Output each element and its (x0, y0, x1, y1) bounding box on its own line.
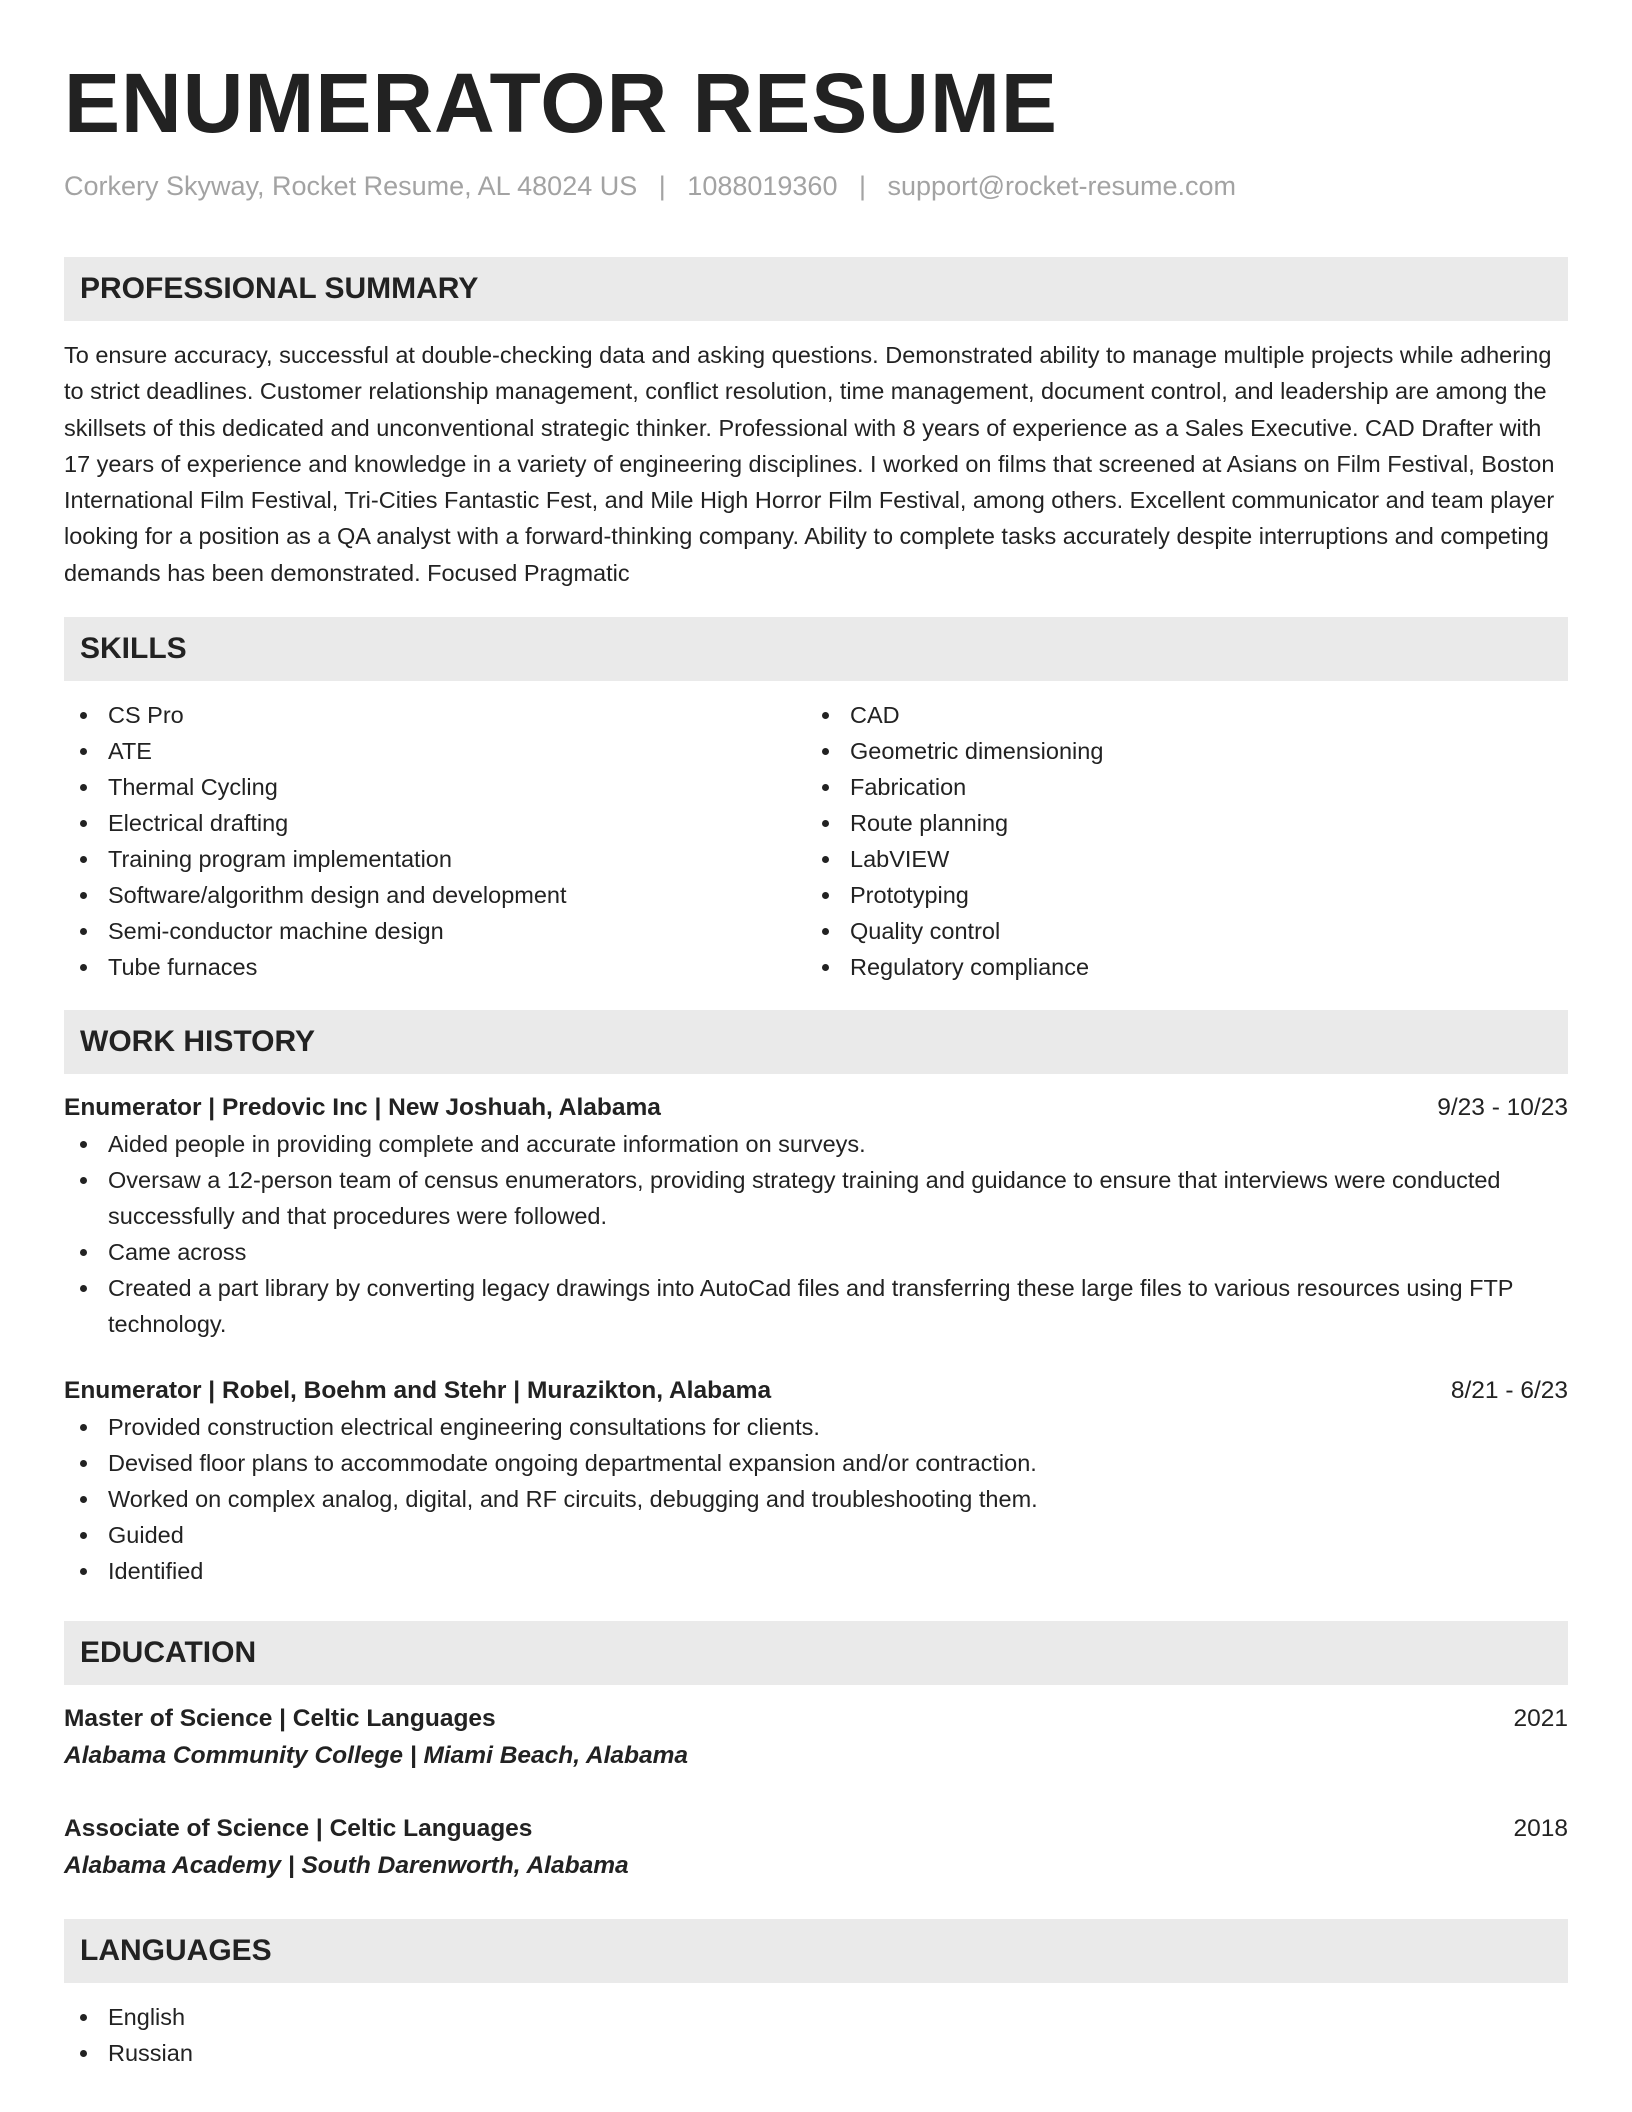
education-degree: Master of Science | Celtic Languages (64, 1705, 496, 1733)
contact-phone: 1088019360 (687, 171, 838, 201)
job-entry (64, 1373, 1568, 1589)
skill-item: Regulatory compliance (806, 949, 1548, 985)
skill-item: Training program implementation (64, 841, 806, 877)
skill-item: CAD (806, 697, 1548, 733)
job-header (64, 1373, 1568, 1409)
skill-item: Thermal Cycling (64, 769, 806, 805)
skill-item: CS Pro (64, 697, 806, 733)
section-heading-languages: LANGUAGES (64, 1919, 1568, 1983)
job-entry (64, 1090, 1568, 1342)
skill-item: Fabrication (806, 769, 1548, 805)
job-header (64, 1090, 1568, 1126)
education-school: Alabama Academy | South Darenworth, Alabama (64, 1852, 629, 1880)
job-bullet: Worked on complex analog, digital, and RF circuits, debugging and troubleshooting them. (64, 1481, 1568, 1517)
job-bullet: Oversaw a 12-person team of census enumerators, providing strategy training and guidance to ensure that interviews were conducted successfully and that procedures were followed. (64, 1162, 1568, 1234)
job-heading: Enumerator | Predovic Inc | New Joshuah, Alabama (64, 1094, 661, 1122)
education-entry (64, 1701, 1568, 1775)
skill-item: Geometric dimensioning (806, 733, 1548, 769)
skill-item: Software/algorithm design and development (64, 877, 806, 913)
section-heading-skills: SKILLS (64, 617, 1568, 681)
skill-item: ATE (64, 733, 806, 769)
job-bullet: Came across (64, 1234, 1568, 1270)
section-heading-work-history: WORK HISTORY (64, 1010, 1568, 1074)
education-entry (64, 1811, 1568, 1885)
summary-text: To ensure accuracy, successful at double-checking data and asking questions. Demonstrated ability to manage multiple projects while adhering to strict deadlines. Customer relationship management, conflict resolution, time management, document control, and leadership are among the skillsets of this dedicated and unconventional strategic thinker. Professional with 8 years of experience as a Sales Executive. CAD Drafter with 17 years of experience and knowledge in a variety of engineering disciplines. I worked on films that screened at Asians on Film Festival, Boston International Film Festival, Tri-Cities Fantastic Fest, and Mile High Horror Film Festival, among others. Excellent communicator and team player looking for a position as a QA analyst with a forward-thinking company. Ability to complete tasks accurately despite interruptions and competing demands has been demonstrated. Focused Pragmatic (64, 342, 1555, 586)
job-bullet-list (64, 1409, 1568, 1589)
language-item: English (64, 1999, 1568, 2035)
contact-email[interactable]: support@rocket-resume.com (887, 171, 1237, 201)
skill-item: Electrical drafting (64, 805, 806, 841)
contact-address: Corkery Skyway, Rocket Resume, AL 48024 US (64, 171, 638, 201)
contact-separator: | (858, 171, 866, 201)
skill-item: LabVIEW (806, 841, 1548, 877)
education-header (64, 1701, 1568, 1737)
education-school: Alabama Community College | Miami Beach, Alabama (64, 1742, 689, 1770)
resume-page (64, 0, 1568, 2071)
job-bullet: Guided (64, 1517, 1568, 1553)
job-heading: Enumerator | Robel, Boehm and Stehr | Murazikton, Alabama (64, 1377, 772, 1405)
language-item: Russian (64, 2035, 1568, 2071)
skill-item: Route planning (806, 805, 1548, 841)
resume-title: ENUMERATOR RESUME (64, 56, 1058, 150)
job-dates: 8/21 - 6/23 (1450, 1377, 1568, 1405)
job-bullet: Identified (64, 1553, 1568, 1589)
skill-item: Semi-conductor machine design (64, 913, 806, 949)
contact-separator: | (658, 171, 666, 201)
skill-item: Prototyping (806, 877, 1548, 913)
job-dates: 9/23 - 10/23 (1437, 1094, 1568, 1122)
education-year: 2018 (1513, 1815, 1568, 1843)
job-bullet: Devised floor plans to accommodate ongoing departmental expansion and/or contraction. (64, 1445, 1568, 1481)
skill-item: Quality control (806, 913, 1548, 949)
skills-column-left (64, 697, 806, 985)
job-bullet: Provided construction electrical engineering consultations for clients. (64, 1409, 1568, 1445)
languages-list (64, 1999, 1568, 2071)
education-degree: Associate of Science | Celtic Languages (64, 1815, 533, 1843)
education-year: 2021 (1513, 1705, 1568, 1733)
skills-column-right (806, 697, 1548, 985)
job-bullet-list (64, 1126, 1568, 1342)
skills-list (64, 697, 1568, 985)
section-heading-summary: PROFESSIONAL SUMMARY (64, 257, 1568, 321)
contact-line (64, 168, 1568, 204)
section-heading-education: EDUCATION (64, 1621, 1568, 1685)
job-bullet: Aided people in providing complete and accurate information on surveys. (64, 1126, 1568, 1162)
job-bullet: Created a part library by converting legacy drawings into AutoCad files and transferring these large files to various resources using FTP technology. (64, 1270, 1568, 1342)
skill-item: Tube furnaces (64, 949, 806, 985)
education-header (64, 1811, 1568, 1847)
